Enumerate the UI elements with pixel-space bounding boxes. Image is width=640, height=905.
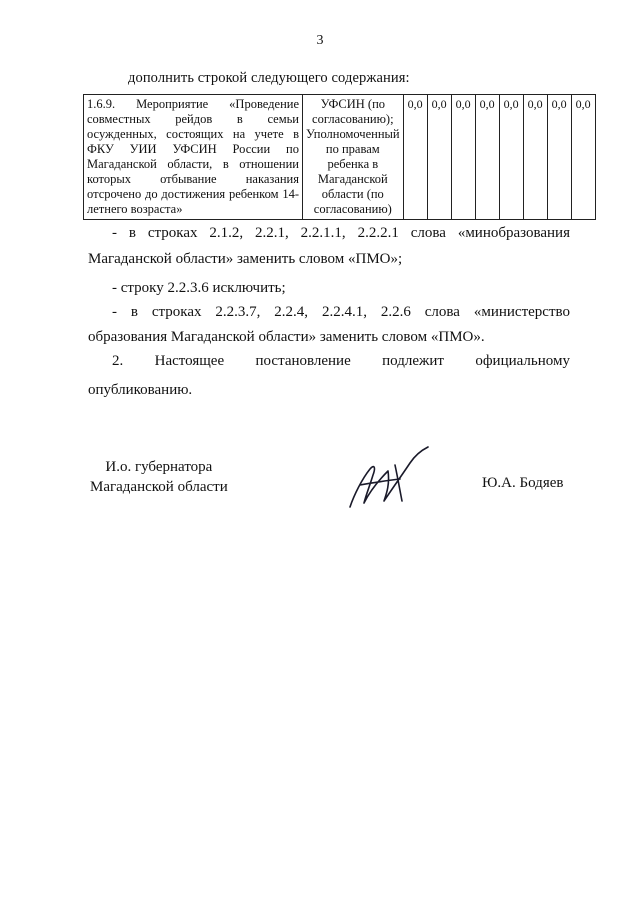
table-row <box>84 95 596 220</box>
signatory-name: Ю.А. Бодяев <box>482 475 564 491</box>
value-cell: 0,0 <box>547 95 571 220</box>
handwritten-signature <box>340 445 435 515</box>
paragraph-line: - в строках 2.2.3.7, 2.2.4, 2.2.4.1, 2.2.6 слова «министерство <box>112 304 570 320</box>
paragraph-line: 2. Настоящее постановление подлежит официальному <box>112 353 570 369</box>
intro-text: дополнить строкой следующего содержания: <box>128 70 410 86</box>
paragraph-line: - в строках 2.1.2, 2.2.1, 2.2.1.1, 2.2.2.1 слова «минобразования <box>112 225 570 241</box>
value-cell: 0,0 <box>475 95 499 220</box>
paragraph-line: опубликованию. <box>88 382 193 398</box>
value-cell: 0,0 <box>571 95 595 220</box>
paragraph-line: Магаданской области» заменить словом «ПМО»; <box>88 251 403 267</box>
signatory-title <box>90 457 228 497</box>
value-cell: 0,0 <box>523 95 547 220</box>
value-cell: 0,0 <box>403 95 427 220</box>
value-cell: 0,0 <box>427 95 451 220</box>
page-number: 3 <box>316 33 324 48</box>
activity-cell: 1.6.9. Мероприятие «Проведение совместных рейдов в семьи осужденных, состоящих на учете в ФКУ УИИ УФСИН России по Магаданской области, в отношении которых отбывание наказания отсрочено до достижения ребенком 14-летнего возраста» <box>84 95 303 220</box>
value-cell: 0,0 <box>499 95 523 220</box>
addition-table <box>83 94 596 220</box>
paragraph-line: - строку 2.2.3.6 исключить; <box>112 280 286 296</box>
signatory-title-line: Магаданской области <box>90 479 228 495</box>
signatory-title-line: И.о. губернатора <box>105 459 213 475</box>
paragraph-line: образования Магаданской области» заменить словом «ПМО». <box>88 329 485 345</box>
executor-cell: УФСИН (по согласованию); Уполномоченный по правам ребенка в Магаданской области (по согласованию) <box>303 95 404 220</box>
value-cell: 0,0 <box>451 95 475 220</box>
